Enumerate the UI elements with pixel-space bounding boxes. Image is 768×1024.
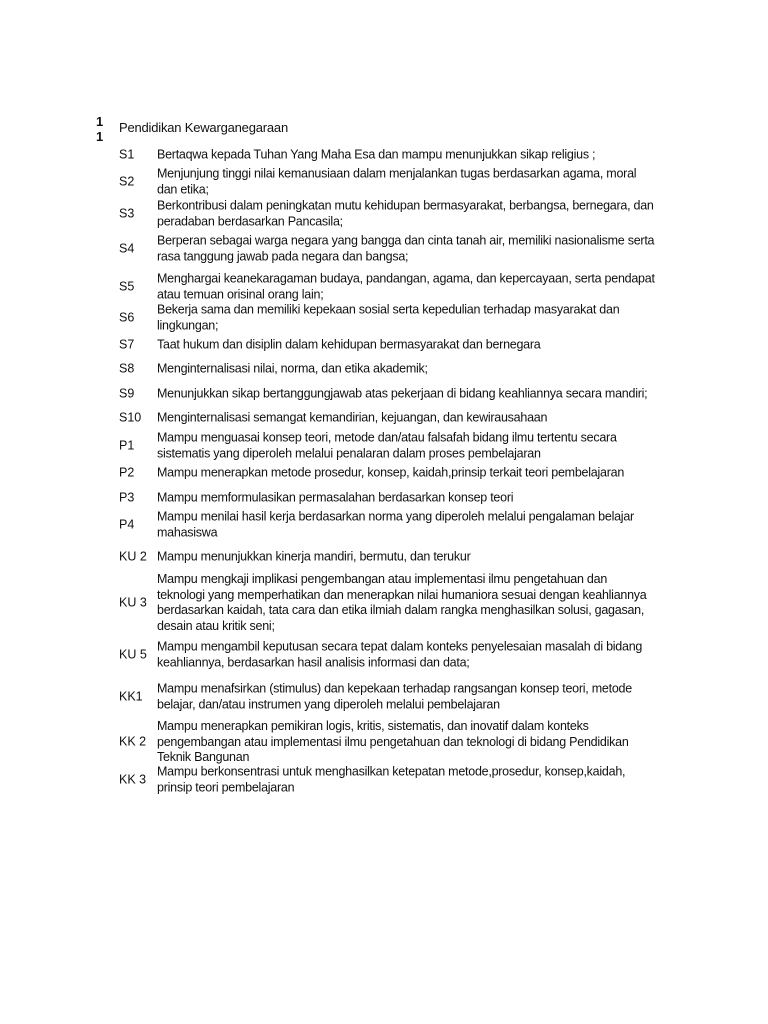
row-description: Taat hukum dan disiplin dalam kehidupan bermasyarakat dan bernegara [157, 337, 541, 352]
table-row [0, 198, 768, 230]
table-row [0, 166, 768, 198]
row-code: KU 2 [119, 549, 147, 564]
row-code: S4 [119, 241, 135, 256]
document-number: 1 1 [96, 114, 104, 144]
row-code: P3 [119, 490, 135, 505]
row-code: S10 [119, 410, 142, 425]
table-row [0, 718, 768, 766]
row-description: Menjunjung tinggi nilai kemanusiaan dalam menjalankan tugas berdasarkan agama, moral dan etika; [157, 166, 637, 196]
row-code: S1 [119, 147, 135, 162]
row-code: KK 2 [119, 734, 147, 749]
table-row [0, 233, 768, 265]
row-code: S2 [119, 174, 135, 189]
table-row [0, 360, 768, 378]
table-row [0, 302, 768, 334]
row-code: S5 [119, 279, 135, 294]
table-row [0, 146, 768, 164]
row-description: Menunjukkan sikap bertanggungjawab atas pekerjaan di bidang keahliannya secara mandiri; [157, 386, 648, 401]
table-row [0, 489, 768, 507]
row-description: Berkontribusi dalam peningkatan mutu kehidupan bermasyarakat, berbangsa, bernegara, dan peradaban berdasarkan Pancasila; [157, 198, 654, 228]
row-code: S9 [119, 386, 135, 401]
row-code: KK1 [119, 689, 143, 704]
row-code: S8 [119, 361, 135, 376]
table-row [0, 541, 768, 573]
row-description: Mampu menerapkan metode prosedur, konsep, kaidah,prinsip terkait teori pembelajaran [157, 465, 625, 480]
table-row [0, 385, 768, 403]
row-description: Bekerja sama dan memiliki kepekaan sosial serta kepedulian terhadap masyarakat dan lingkungan; [157, 302, 620, 332]
row-code: P2 [119, 465, 135, 480]
table-row [0, 409, 768, 427]
row-description: Menghargai keanekaragaman budaya, pandangan, agama, dan kepercayaan, serta pendapat atau temuan orisinal orang lain; [157, 271, 655, 301]
row-code: KK 3 [119, 772, 147, 787]
row-description: Mampu mengkaji implikasi pengembangan atau implementasi ilmu pengetahuan dan teknologi yang memperhatikan dan menerapkan nilai humaniora sesuai dengan keahliannya berdasarkan kaidah, tata cara dan etika ilmiah dalam rangka menghasilkan solusi, gagasan, desain atau kritik seni; [157, 572, 647, 633]
row-code: S7 [119, 337, 135, 352]
row-description: Mampu menilai hasil kerja berdasarkan norma yang diperoleh melalui pengalaman belajar mahasiswa [157, 509, 634, 539]
table-row [0, 464, 768, 482]
row-code: P4 [119, 517, 135, 532]
table-row [0, 639, 768, 671]
table-row [0, 271, 768, 303]
row-description: Bertaqwa kepada Tuhan Yang Maha Esa dan mampu menunjukkan sikap religius ; [157, 147, 596, 162]
row-description: Mampu memformulasikan permasalahan berdasarkan konsep teori [157, 490, 514, 505]
document-title: Pendidikan Kewarganegaraan [119, 120, 288, 135]
table-row [0, 572, 768, 634]
row-description: Mampu berkonsentrasi untuk menghasilkan ketepatan metode,prosedur, konsep,kaidah, prinsip teori pembelajaran [157, 764, 626, 794]
row-description: Menginternalisasi nilai, norma, dan etika akademik; [157, 361, 428, 376]
table-row [0, 430, 768, 462]
row-code: S6 [119, 310, 135, 325]
row-description: Mampu menguasai konsep teori, metode dan/atau falsafah bidang ilmu tertentu secara sistematis yang diperoleh melalui penalaran dalam proses pembelajaran [157, 430, 617, 460]
row-code: KU 3 [119, 595, 147, 610]
row-description: Mampu menerapkan pemikiran logis, kritis, sistematis, dan inovatif dalam konteks pengembangan atau implementasi ilmu pengetahuan dan teknologi di bidang Pendidikan Teknik Bangunan [157, 718, 629, 764]
row-code: KU 5 [119, 647, 147, 662]
row-description: Berperan sebagai warga negara yang bangga dan cinta tanah air, memiliki nasionalisme serta rasa tanggung jawab pada negara dan bangsa; [157, 233, 655, 263]
row-code: P1 [119, 438, 135, 453]
table-row [0, 681, 768, 713]
table-row [0, 509, 768, 541]
row-code: S3 [119, 206, 135, 221]
row-description: Mampu menunjukkan kinerja mandiri, bermutu, dan terukur [157, 549, 471, 564]
table-row [0, 764, 768, 796]
table-row [0, 336, 768, 354]
row-description: Mampu mengambil keputusan secara tepat dalam konteks penyelesaian masalah di bidang keahliannya, berdasarkan hasil analisis informasi dan data; [157, 639, 643, 669]
row-description: Menginternalisasi semangat kemandirian, kejuangan, dan kewirausahaan [157, 410, 548, 425]
row-description: Mampu menafsirkan (stimulus) dan kepekaan terhadap rangsangan konsep teori, metode belajar, dan/atau instrumen yang diperoleh melalui pembelajaran [157, 681, 632, 711]
